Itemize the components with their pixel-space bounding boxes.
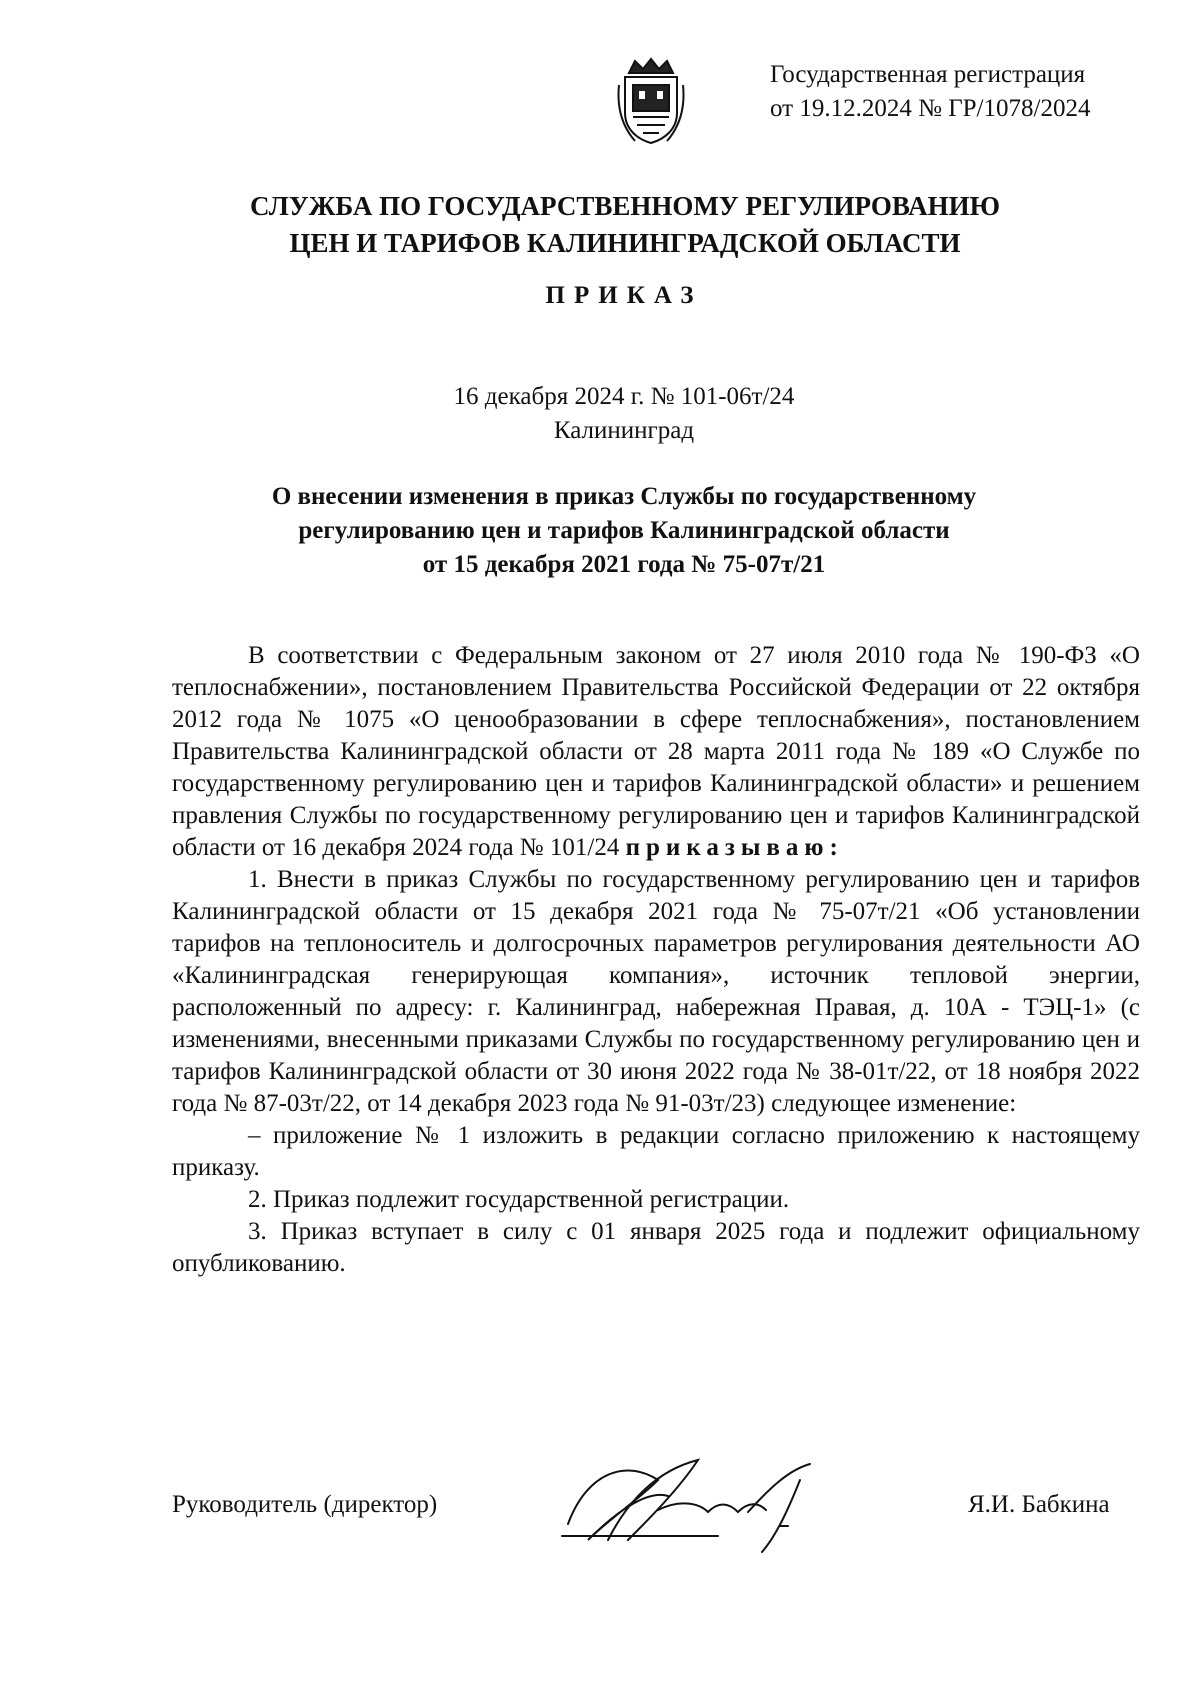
item-1-subitem: – приложение № 1 изложить в редакции согласно приложению к настоящему приказу. <box>172 1122 1140 1181</box>
order-date-block <box>0 380 1200 448</box>
registration-stamp <box>770 58 1090 126</box>
item-3: 3. Приказ вступает в силу с 01 января 2025 года и подлежит официальному опубликованию. <box>172 1218 1140 1277</box>
preamble-paragraph: В соответствии с Федеральным законом от 27 июля 2010 года № 190-ФЗ «О теплоснабжении», постановлением Правительства Российской Федерации от 22 октября 2012 года № 1075 «О ценообразовании в сфере теплоснабжения», постановлением Правительства Калининградской области от 28 марта 2011 года № 189 «О Службе по государственному регулированию цен и тарифов Калининградской области» и решением правления Службы по государственному регулированию цен и тарифов Калининградской области от 16 декабря 2024 года № 101/24 приказываю: <box>172 642 1140 861</box>
agency-name: СЛУЖБА ПО ГОСУДАРСТВЕННОМУ РЕГУЛИРОВАНИЮ ЦЕН И ТАРИФОВ КАЛИНИНГРАДСКОЙ ОБЛАСТИ <box>249 191 1001 258</box>
signer-name: Я.И. Бабкина <box>968 1491 1110 1518</box>
signer-title: Руководитель (директор) <box>172 1491 438 1518</box>
coat-of-arms-icon <box>615 55 687 147</box>
item-2: 2. Приказ подлежит государственной регистрации. <box>248 1186 790 1213</box>
registration-number: от 19.12.2024 № ГР/1078/2024 <box>770 95 1091 122</box>
handwritten-signature-icon <box>548 1440 828 1560</box>
order-subject: О внесении изменения в приказ Службы по государственному регулированию цен и тарифов Калининградской области от 15 декабря 2021 года № 75-07т/21 <box>271 483 977 578</box>
order-city: Калининград <box>553 417 695 444</box>
registration-label: Государственная регистрация <box>770 61 1086 88</box>
order-body <box>172 640 1140 1280</box>
order-word: приказываю: <box>625 834 844 861</box>
item-1: 1. Внести в приказ Службы по государственному регулированию цен и тарифов Калининградской области от 15 декабря 2021 года № 75-07т/21 «Об установлении тарифов на теплоноситель и долгосрочных параметров регулирования деятельности АО «Калининградская генерирующая компания», источник тепловой энергии, расположенный по адресу: г. Калининград, набережная Правая, д. 10А - ТЭЦ-1» (с изменениями, внесенными приказами Службы по государственному регулированию цен и тарифов Калининградской области от 30 июня 2022 года № 38-01т/22, от 18 ноября 2022 года № 87-03т/22, от 14 декабря 2023 года № 91-03т/23) следующее изменение: <box>172 866 1140 1117</box>
order-date-number: 16 декабря 2024 г. № 101-06т/24 <box>453 383 795 410</box>
document-type: ПРИКАЗ <box>545 282 703 309</box>
